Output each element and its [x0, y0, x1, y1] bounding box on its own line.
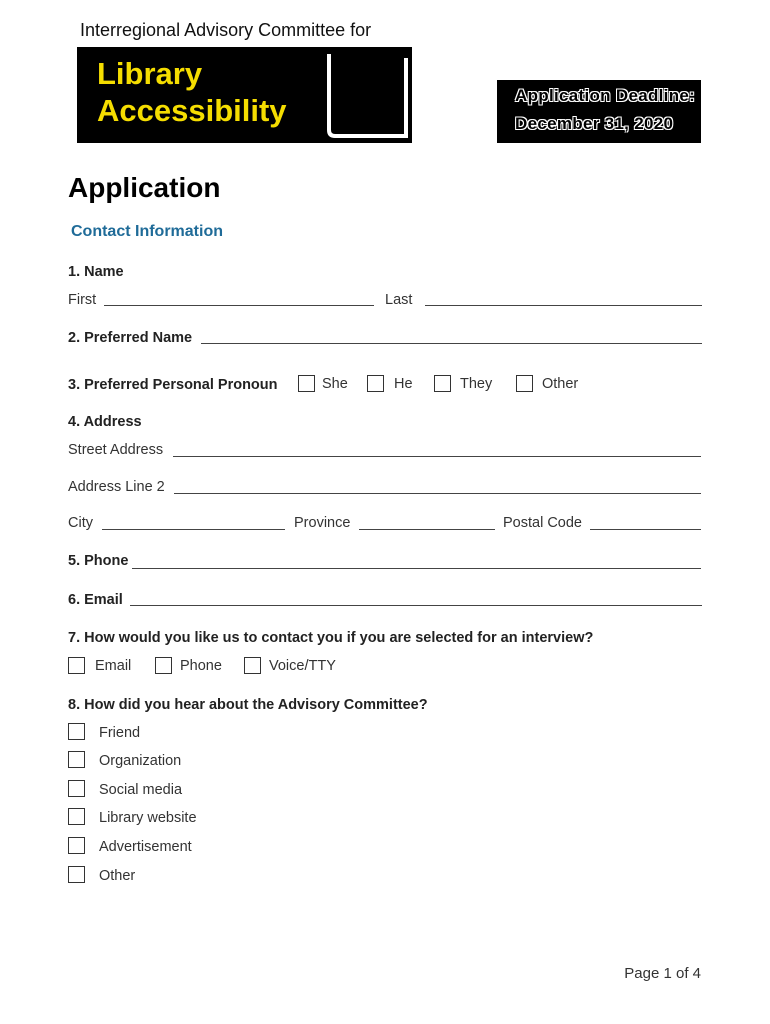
province-field[interactable]: [359, 529, 495, 530]
deadline-label: Application Deadline:: [515, 86, 696, 105]
last-name-label: Last: [385, 292, 413, 308]
deadline-date: December 31, 2020: [515, 114, 674, 133]
pronoun-they-label: They: [460, 376, 493, 392]
q1-label: 1. Name: [68, 264, 124, 280]
logo-text: [97, 55, 287, 129]
city-label: City: [68, 515, 93, 531]
pronoun-other-label: Other: [542, 376, 579, 392]
postal-code-label: Postal Code: [503, 515, 582, 531]
q4-label: 4. Address: [68, 414, 142, 430]
committee-kicker: Interregional Advisory Committee for: [80, 20, 372, 40]
province-label: Province: [294, 515, 351, 531]
email-field[interactable]: [130, 605, 702, 606]
page-title: Application: [68, 172, 221, 203]
contact-voice-tty-label: Voice/TTY: [269, 658, 336, 674]
first-name-field[interactable]: [104, 305, 374, 306]
contact-email-checkbox[interactable]: [68, 657, 85, 674]
page-number: Page 1 of 4: [624, 965, 701, 982]
heard-other-checkbox[interactable]: [68, 866, 85, 883]
last-name-field[interactable]: [425, 305, 702, 306]
q6-label: 6. Email: [68, 592, 123, 608]
pronoun-he-checkbox[interactable]: [367, 375, 384, 392]
heard-social-media-label: Social media: [99, 782, 183, 798]
contact-email-label: Email: [95, 658, 132, 674]
preferred-name-field[interactable]: [201, 343, 702, 344]
contact-voice-tty-checkbox[interactable]: [244, 657, 261, 674]
q8-label: 8. How did you hear about the Advisory Committee?: [68, 697, 428, 713]
q7-label: 7. How would you like us to contact you if you are selected for an interview?: [68, 630, 594, 646]
section-title: Contact Information: [71, 223, 223, 240]
q5-label: 5. Phone: [68, 553, 129, 569]
pronoun-they-checkbox[interactable]: [434, 375, 451, 392]
heard-library-website-checkbox[interactable]: [68, 808, 85, 825]
q3-label: 3. Preferred Personal Pronoun: [68, 377, 278, 393]
logo-line-2: Accessibility: [97, 93, 287, 128]
book-icon: [322, 48, 412, 143]
city-field[interactable]: [102, 529, 285, 530]
pronoun-she-label: She: [322, 376, 348, 392]
heard-library-website-label: Library website: [99, 810, 197, 826]
phone-field[interactable]: [132, 568, 701, 569]
heard-friend-checkbox[interactable]: [68, 723, 85, 740]
street-address-field[interactable]: [173, 456, 701, 457]
pronoun-other-checkbox[interactable]: [516, 375, 533, 392]
pronoun-he-label: He: [394, 376, 413, 392]
heard-social-media-checkbox[interactable]: [68, 780, 85, 797]
heard-organization-checkbox[interactable]: [68, 751, 85, 768]
heard-organization-label: Organization: [99, 753, 182, 769]
street-address-label: Street Address: [68, 442, 164, 458]
address-line2-label: Address Line 2: [68, 479, 165, 495]
heard-other-label: Other: [99, 868, 136, 884]
postal-code-field[interactable]: [590, 529, 701, 530]
contact-phone-label: Phone: [180, 658, 222, 674]
heard-advertisement-checkbox[interactable]: [68, 837, 85, 854]
address-line2-field[interactable]: [174, 493, 701, 494]
logo-line-1: Library: [97, 56, 203, 91]
heard-advertisement-label: Advertisement: [99, 839, 192, 855]
first-name-label: First: [68, 292, 97, 308]
heard-friend-label: Friend: [99, 725, 141, 741]
pronoun-she-checkbox[interactable]: [298, 375, 315, 392]
q2-label: 2. Preferred Name: [68, 330, 193, 346]
contact-phone-checkbox[interactable]: [155, 657, 172, 674]
